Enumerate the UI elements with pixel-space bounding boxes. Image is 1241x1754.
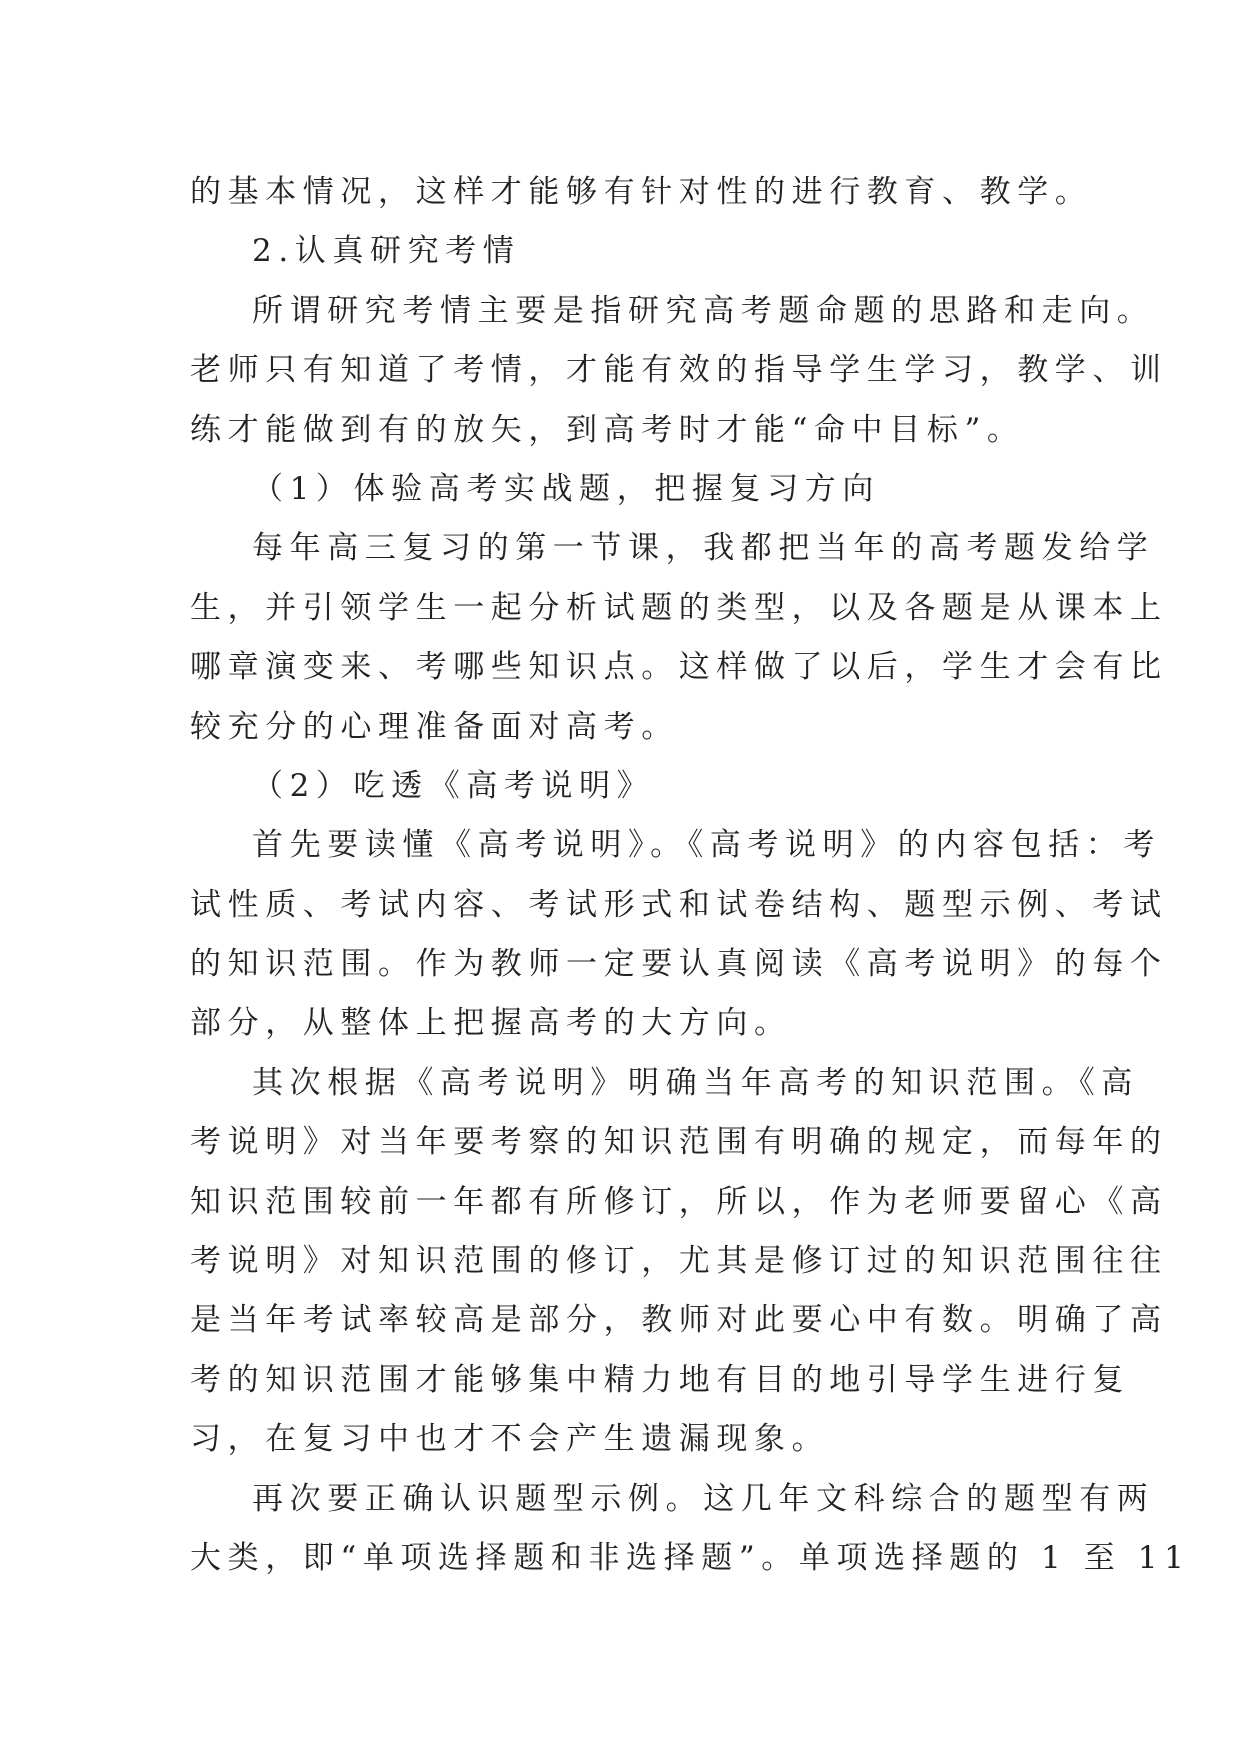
text-line-8: 生，并引领学生一起分析试题的类型，以及各题是从课本上 — [190, 589, 1168, 626]
text-line-20: 是当年考试率较高是部分，教师对此要心中有数。明确了高 — [190, 1302, 1168, 1339]
text-line-13: 试性质、考试内容、考试形式和试卷结构、题型示例、考试 — [190, 886, 1168, 923]
text-line-4: 老师只有知道了考情，才能有效的指导学生学习，教学、训 — [190, 352, 1168, 389]
text-line-17: 考说明》对当年要考察的知识范围有明确的规定，而每年的 — [190, 1124, 1168, 1161]
text-line-1: 的基本情况，这样才能够有针对性的进行教育、教学。 — [190, 174, 1093, 210]
text-line-12: 首先要读懂《高考说明》。《高考说明》的内容包括：考 — [252, 827, 1161, 864]
text-line-24: 大类，即“单项选择题和非选择题”。单项选择题的 1 至 11 — [190, 1539, 1191, 1576]
section-heading: 2.认真研究考情 — [252, 233, 521, 270]
text-line-16: 其次根据《高考说明》明确当年高考的知识范围。《高 — [252, 1064, 1139, 1101]
subsection-heading-1: （1）体验高考实战题，把握复习方向 — [252, 470, 880, 507]
text-line-23: 再次要正确认识题型示例。这几年文科综合的题型有两 — [252, 1480, 1155, 1517]
text-line-18: 知识范围较前一年都有所修订，所以，作为老师要留心《高 — [190, 1183, 1168, 1220]
text-line-9: 哪章演变来、考哪些知识点。这样做了以后，学生才会有比 — [190, 649, 1168, 686]
text-line-21: 考的知识范围才能够集中精力地有目的地引导学生进行复 — [190, 1361, 1130, 1398]
text-line-5: 练才能做到有的放矢，到高考时才能“命中目标”。 — [190, 411, 1025, 448]
text-line-14: 的知识范围。作为教师一定要认真阅读《高考说明》的每个 — [190, 946, 1168, 983]
text-line-10: 较充分的心理准备面对高考。 — [190, 708, 679, 745]
text-line-3: 所谓研究考情主要是指研究高考题命题的思路和走向。 — [252, 292, 1155, 329]
text-line-22: 习，在复习中也才不会产生遗漏现象。 — [190, 1421, 830, 1458]
text-line-19: 考说明》对知识范围的修订，尤其是修订过的知识范围往往 — [190, 1243, 1168, 1280]
subsection-heading-2: （2）吃透《高考说明》 — [252, 767, 655, 804]
text-line-15: 部分，从整体上把握高考的大方向。 — [190, 1005, 792, 1042]
text-line-7: 每年高三复习的第一节课，我都把当年的高考题发给学 — [252, 530, 1155, 567]
body-text — [190, 163, 1191, 1588]
